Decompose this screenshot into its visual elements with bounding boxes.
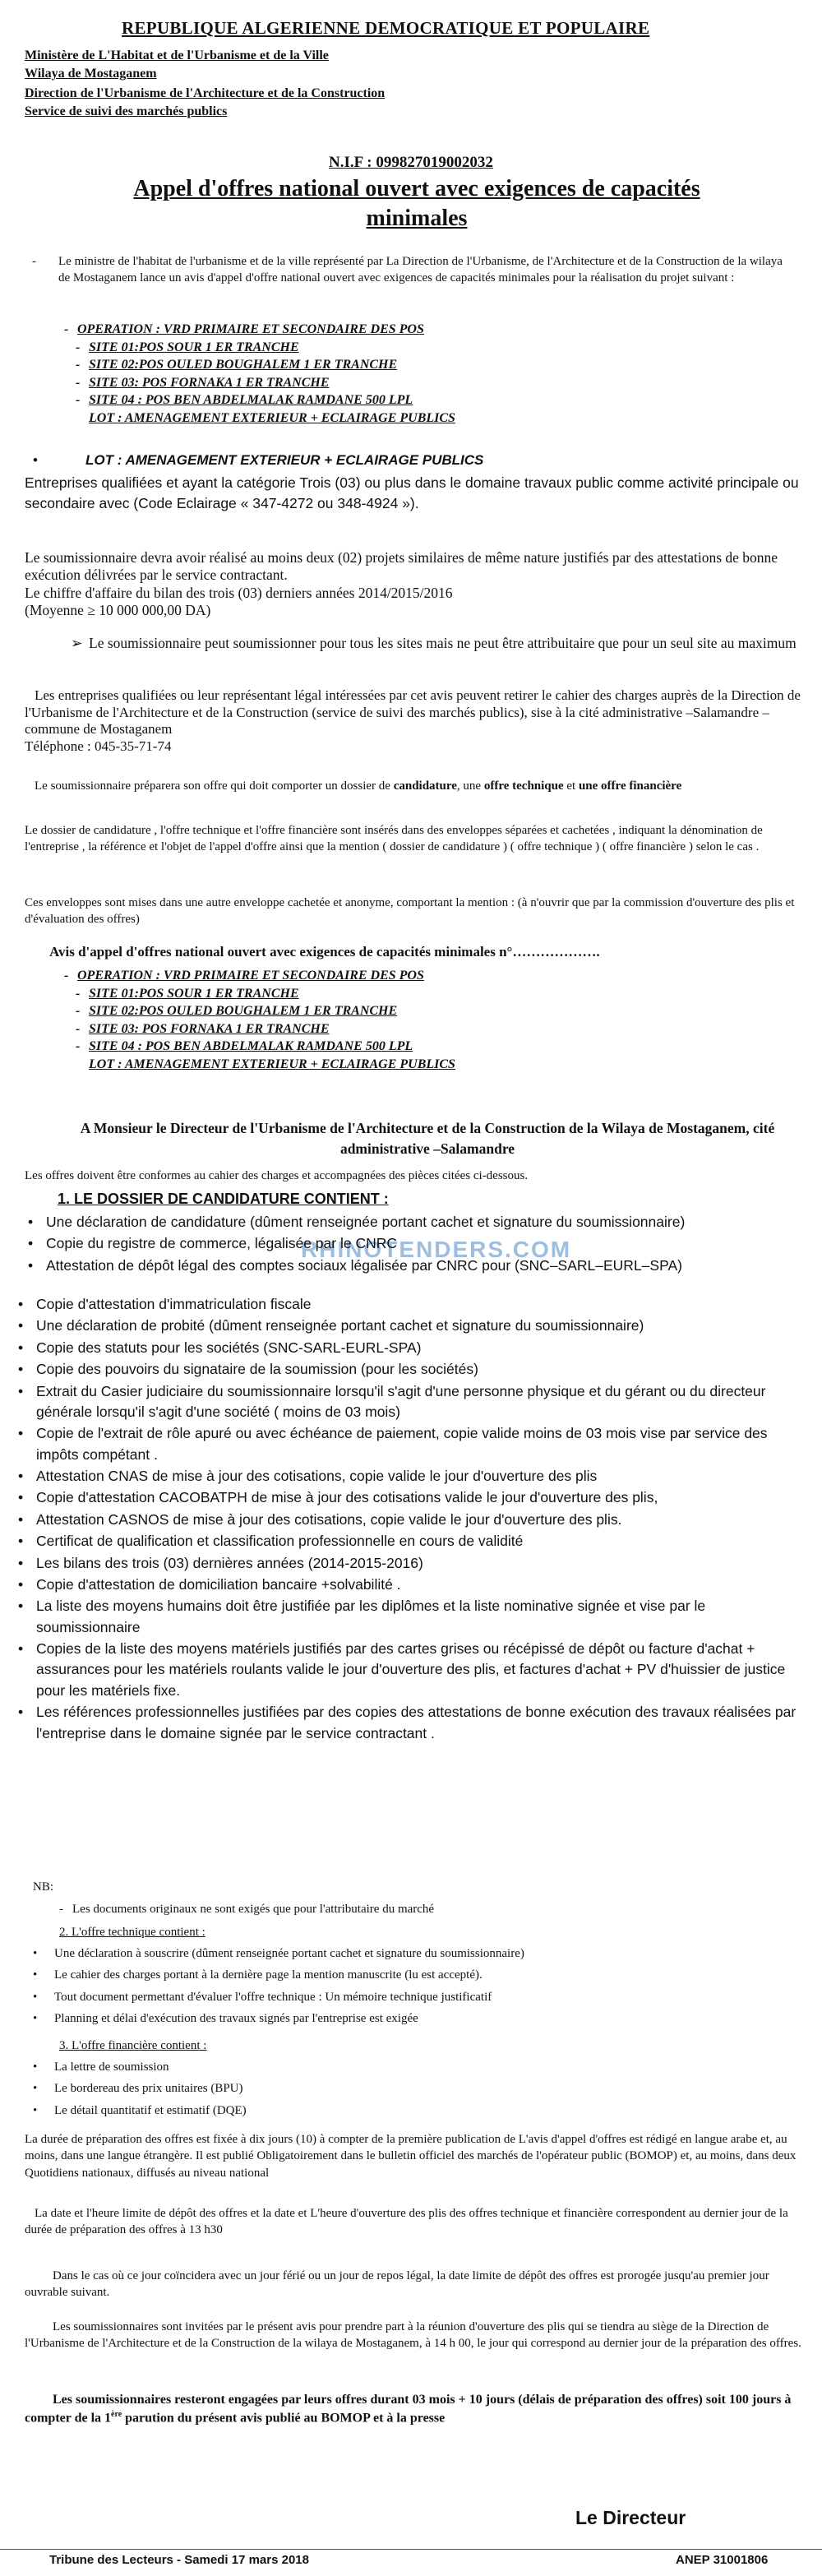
invitation-paragraph <box>25 2319 806 2352</box>
candidature-item-6: Copie de l'extrait de rôle apuré ou avec échéance de paiement, copie valide moins de 03 mois vise par service des impôts compétant . <box>36 1425 768 1463</box>
financial-list: • La lettre de soumission • Le bordereau des prix unitaires (BPU) • Le détail quantitatif et estimatif (DQE) <box>33 2060 247 2117</box>
footer-divider <box>0 2549 822 2550</box>
prepare-paragraph <box>25 778 806 794</box>
site2-4: SITE 04 : POS BEN ABDELMALAK RAMDANE 500 LPL <box>89 1039 413 1054</box>
holiday-paragraph <box>25 2268 806 2301</box>
requirement-similar-projects: Le soumissionnaire devra avoir réalisé au moins deux (02) projets similaires de même nature justifiés par des attestations de bonne exécution délivrées par le service contractant. <box>25 549 778 584</box>
withdraw-text: Les entreprises qualifiées ou leur représentant légal intéressées par cet avis peuvent retirer le cahier des charges auprès de la Direction de l'Urbanisme de l'Architecture et de la Construction (service de suivi des marchés publics), sise à la cité administrative –Salamandre –commune de Mostaganem <box>25 687 801 738</box>
candidature-item-9: Attestation CASNOS de mise à jour des cotisations, copie valide le jour d'ouverture des plis. <box>36 1510 622 1528</box>
financial-item-3: Le détail quantitatif et estimatif (DQE) <box>54 2103 247 2117</box>
intro-paragraph: - Le ministre de l'habitat de l'urbanisme et de la ville représenté par La Direction de l'Urbanisme, de l'Architecture et de la Construction de la wilaya de Mostaganem lance un avis d'appel d'offre national ouvert avec exigences de capacités minimales pour la réalisation du projet suivant : <box>32 255 783 285</box>
prepare-text-a: Le soumissionnaire préparera son offre qui doit comporter un dossier de <box>35 779 394 793</box>
nif-number: N.I.F : 09982701900203​2 <box>329 154 493 171</box>
candidature-item-15: Les références professionnelles justifiées par des copies des attestations de bonne exécution des travaux réalisées par l'entreprise dans le domaine signée par le service contractant . <box>36 1704 797 1741</box>
candidature-item-13: La liste des moyens humains doit être justifiée par les diplômes et la liste nominative signée et vise par le soumissionnaire <box>36 1598 706 1635</box>
requirement-turnover: Le chiffre d'affaire du bilan des trois (03) derniers années 2014/2015/2016 <box>25 584 453 601</box>
engagement-text-b: parution du présent avis publié au BOMOP et à la presse <box>122 2410 446 2425</box>
outer-envelope-paragraph: Ces enveloppes sont mises dans une autre enveloppe cachetée et anonyme, comportant la mention : (à n'ouvrir que par la commission d'ouverture des plis et d'évaluation des offres) <box>25 896 795 927</box>
candidature-item-3: Copie des statuts pour les sociétés (SNC-SARL-EURL-SPA) <box>36 1339 422 1356</box>
engagement-sup: ère <box>111 2409 122 2419</box>
notice-title: Appel d'offres national ouvert avec exigences de capacités minimales <box>133 176 700 232</box>
candidature-item-top-3: Attestation de dépôt légal des comptes sociaux légalisée par CNRC pour (SNC–SARL–EURL–SPA) <box>46 1256 682 1274</box>
signature-director: Le Directeur <box>575 2507 686 2528</box>
arrow-note-text: Le soumissionnaire peut soumissionner pour tous les sites mais ne peut être attribuitaire que pour un seul site au maximum <box>89 635 797 651</box>
footer-publication: Tribune des Lecteurs - Samedi 17 mars 2018 <box>49 2553 309 2567</box>
candidature-item-2: Une déclaration de probité (dûment renseignée portant cachet et signature du soumissionnaire) <box>36 1317 644 1334</box>
financial-item-1: La lettre de soumission <box>54 2060 169 2074</box>
duration-paragraph: La durée de préparation des offres est fixée à dix jours (10) à compter de la première publication de L'avis d'appel d'offres est rédigé en langue arabe et, au moins, dans une langue étrangère. Il est publié Obligatoirement dans le bulletin officiel des marchés de l'opérateur public (BOMOP) et, au moins, dans deux Quotidiens nationaux, diffusés au niveau national <box>25 2133 797 2180</box>
intro-text: Le ministre de l'habitat de l'urbanisme et de la ville représenté par La Direction de l'Urbanisme, de l'Architecture et de la Construction de la wilaya de Mostaganem lance un avis d'appel d'offre national ouvert avec exigences de capacités minimales pour la réalisation du projet suivant : <box>58 255 783 285</box>
footer-anep-ref: ANEP 31001806 <box>676 2553 769 2567</box>
site2-3: SITE 03: POS FORNAKA 1 ER TRANCHE <box>89 1021 330 1036</box>
candidature-item-7: Attestation CNAS de mise à jour des cotisations, copie valide le jour d'ouverture des plis <box>36 1468 598 1484</box>
technical-item-2: Le cahier des charges portant à la dernière page la mention manuscrite (lu est accepté). <box>54 1968 483 1982</box>
technical-item-4: Planning et délai d'exécution des travaux signés par l'entreprise est exigée <box>54 2011 418 2025</box>
prepare-candidature: candidature <box>393 779 457 793</box>
requirement-average: (Moyenne ≥ 10 000 000,00 DA) <box>25 602 211 619</box>
site-2: SITE 02:POS OULED BOUGHALEM 1 ER TRANCHE <box>89 358 398 372</box>
candidature-item-1: Copie d'attestation d'immatriculation fiscale <box>36 1296 312 1312</box>
nb-label: NB: <box>33 1880 54 1894</box>
candidature-item-14: Copies de la liste des moyens matériels justifiés par des cartes grises ou récépissé de dépôt ou facture d'achat + assurances pour les matériels roulants valide le jour d'ouverture des plis, et factures d'achat + PV d'huissier de justice pour les matériels fixe. <box>36 1640 786 1699</box>
section-candidature-heading: 1. LE DOSSIER DE CANDIDATURE CONTIENT : <box>58 1191 389 1207</box>
candidature-list: • Copie d'attestation d'immatriculation fiscale • Une déclaration de probité (dûment renseignée portant cachet et signature du soumissionnaire) • Copie des statuts pour les sociétés (SNC-SARL-EURL-SPA) • Copie des pouvoirs du signataire de la soumission (pour les sociétés) • Extrait du Casier judiciaire du soumissionnaire lorsqu'il s'agit d'une personne physique et du gérant ou du directeur générale lorsqu'il s'agit d'une société ( moins de 03 mois) • Copie de l'extrait de rôle apuré ou avec échéance de paiement, copie valide moins de 03 mois vise par service des impôts compétant . • Attestation CNAS de mise à jour des cotisations, copie valide le jour d'ouverture des plis • Copie d'attestation CACOBATPH de mise à jour des cotisations valide le jour d'ouverture des plis, • Attestation CASNOS de mise à jour des cotisations, copie valide le jour d'ouverture des plis. • Certificat de qualification et classification professionnelle en cours de validité • Les bilans des trois (03) dernières années (2014-2015-2016) • Copie d'attestation de domiciliation bancaire +solvabilité . • La liste des moyens humains doit être justifiée par les diplômes et la liste nominative signée et vise par le soumissionnaire • Copies de la liste des moyens matériels justifiés par des cartes grises ou récépissé de dépôt ou facture d'achat + assurances pour les matériels roulants valide le jour d'ouverture des plis, et factures d'achat + PV d'huissier de justice pour les matériels fixe. • Les références professionnelles justifiées par des copies des attestations de bonne exécution des travaux réalisées par l'entreprise dans le domaine signée par le service contractant . <box>18 1296 797 1741</box>
avis-line: Avis d'appel d'offres national ouvert avec exigences de capacités minimales n°………………. <box>49 944 600 960</box>
candidature-item-8: Copie d'attestation CACOBATPH de mise à jour des cotisations valide le jour d'ouverture des plis, <box>36 1489 658 1506</box>
technical-item-3: Tout document permettant d'évaluer l'offre technique : Un mémoire technique justificatif <box>54 1990 492 2004</box>
operation-label: OPERATION : VRD PRIMAIRE ET SECONDAIRE DES POS <box>77 322 424 336</box>
nb-note: - Les documents originaux ne sont exigés que pour l'attributaire du marché <box>59 1903 435 1916</box>
prepare-technical: offre technique <box>483 779 564 793</box>
nb-note-text: Les documents originaux ne sont exigés que pour l'attributaire du marché <box>72 1903 435 1916</box>
requirements-block <box>25 549 801 619</box>
site2-2: SITE 02:POS OULED BOUGHALEM 1 ER TRANCHE <box>89 1004 398 1019</box>
technical-item-1: Une déclaration à souscrire (dûment renseignée portant cachet et signature du soumissionnaire) <box>54 1947 524 1960</box>
lot-label: LOT : AMENAGEMENT EXTERIEUR + ECLAIRAGE PUBLICS <box>89 410 455 425</box>
candidature-list-top: • Une déclaration de candidature (dûment renseignée portant cachet et signature du soumissionnaire) • Copie du registre de commerce, légalisée par le CNRC • Attestation de dépôt légal des comptes sociaux légalisée par CNRC pour (SNC–SARL–EURL–SPA) <box>28 1214 686 1274</box>
service-line: Service de suivi des marchés publics <box>25 104 228 118</box>
engagement-paragraph <box>25 2391 806 2427</box>
operation-block-2: - OPERATION : VRD PRIMAIRE ET SECONDAIRE DES POS - SITE 01:POS SOUR 1 ER TRANCHE - SITE 02:POS OULED BOUGHALEM 1 ER TRANCHE - SITE 03: POS FORNAKA 1 ER TRANCHE - SITE 04 : POS BEN ABDELMALAK RAMDANE 500 LPL LOT : AMENAGEMENT EXTERIEUR + ECLAIRAGE PUBLICS <box>64 969 455 1071</box>
candidature-item-11: Les bilans des trois (03) dernières années (2014-2015-2016) <box>36 1554 423 1571</box>
direction-line: Direction de l'Urbanisme de l'Architecture et de la Construction <box>25 86 386 100</box>
section-financial-heading: 3. L'offre financière contient : <box>59 2039 207 2052</box>
watermark: RHINOTENDERS.COM <box>301 1237 572 1262</box>
phone-line: Téléphone : 045-35-71-74 <box>25 738 172 755</box>
engagement-text-a: Les soumissionnaires resteront engagées par leurs offres durant 03 mois + 10 jours (délais de préparation des offres) soit 100 jours à compter de la 1 <box>25 2393 792 2425</box>
prepare-text-e: et <box>563 779 579 793</box>
financial-item-2: Le bordereau des prix unitaires (BPU) <box>54 2082 243 2096</box>
conformity-line: Les offres doivent être conformes au cahier des charges et accompagnées des pièces citées ci-dessous. <box>25 1169 529 1182</box>
lot-bullet-text: LOT : AMENAGEMENT EXTERIEUR + ECLAIRAGE PUBLICS <box>85 452 484 468</box>
republic-heading: REPUBLIQUE ALGERIENNE DEMOCRATIQUE ET POPULAIRE <box>122 18 650 38</box>
holiday-text: Dans le cas où ce jour coïncidera avec un jour férié ou un jour de repos légal, la date limite de dépôt des offres est prorogée jusqu'au premier jour ouvrable suivant. <box>25 2269 769 2300</box>
site-4: SITE 04 : POS BEN ABDELMALAK RAMDANE 500 LPL <box>89 393 413 408</box>
operation-block: - OPERATION : VRD PRIMAIRE ET SECONDAIRE DES POS - SITE 01:POS SOUR 1 ER TRANCHE - SITE 02:POS OULED BOUGHALEM 1 ER TRANCHE - SITE 03: POS FORNAKA 1 ER TRANCHE - SITE 04 : POS BEN ABDELMALAK RAMDANE 500 LPL LOT : AMENAGEMENT EXTERIEUR + ECLAIRAGE PUBLICS <box>64 322 455 425</box>
candidature-item-top-2: Copie du registre de commerce, légalisée par le CNRC <box>46 1235 397 1252</box>
withdraw-paragraph <box>25 687 806 756</box>
candidature-item-top-1: Une déclaration de candidature (dûment renseignée portant cachet et signature du soumissionnaire) <box>46 1214 686 1230</box>
prepare-text-c: , une <box>456 779 484 793</box>
site-3: SITE 03: POS FORNAKA 1 ER TRANCHE <box>89 375 330 390</box>
prepare-financial: une offre financière <box>578 779 682 793</box>
addressee: A Monsieur le Directeur de l'Urbanisme de l'Architecture et de la Construction de la Wilaya de Mostaganem, cité administrative –Salamandre <box>80 1120 775 1157</box>
eligibility-paragraph: Entreprises qualifiées et ayant la catégorie Trois (03) ou plus dans le domaine travaux public comme activité principale ou secondaire avec (Code Eclairage « 347-4272 ou 348-4924 »). <box>25 474 799 511</box>
site-1: SITE 01:POS SOUR 1 ER TRANCHE <box>89 340 299 354</box>
candidature-item-5: Extrait du Casier judiciaire du soumissionnaire lorsqu'il s'agit d'une personne physique et du gérant ou du directeur générale lorsqu'il s'agit d'une société ( moins de 03 mois) <box>36 1382 766 1420</box>
envelopes-paragraph: Le dossier de candidature , l'offre technique et l'offre financière sont insérés dans des enveloppes séparées et cachetées , indiquant la dénomination de l'entreprise , la référence et l'objet de l'appel d'offre ainsi que la mention ( dossier de candidature ) ( offre technique ) ( offre financière ) selon le cas . <box>25 824 763 854</box>
lot-bullet: • LOT : AMENAGEMENT EXTERIEUR + ECLAIRAGE PUBLICS <box>33 452 484 468</box>
operation2-label: OPERATION : VRD PRIMAIRE ET SECONDAIRE DES POS <box>77 969 424 983</box>
arrow-note: ➢ Le soumissionnaire peut soumissionner pour tous les sites mais ne peut être attribuitaire que pour un seul site au maximum <box>71 635 797 651</box>
invitation-text: Les soumissionnaires sont invitées par le présent avis pour prendre part à la réunion d'ouverture des plis qui se tiendra au siège de la Direction de l'Urbanisme de l'Architecture et de la Construction de la wilaya de Mostaganem, à 14 h 00, le jour qui correspond au dernier jour de la préparation des offres. <box>25 2320 801 2351</box>
candidature-item-10: Certificat de qualification et classification professionnelle en cours de validité <box>36 1533 524 1550</box>
site2-1: SITE 01:POS SOUR 1 ER TRANCHE <box>89 986 299 1001</box>
deadline-paragraph <box>25 2205 806 2239</box>
technical-list: • Une déclaration à souscrire (dûment renseignée portant cachet et signature du soumissionnaire) • Le cahier des charges portant à la dernière page la mention manuscrite (lu est accepté). • Tout document permettant d'évaluer l'offre technique : Un mémoire technique justificatif • Planning et délai d'exécution des travaux signés par l'entreprise est exigée <box>33 1947 524 2025</box>
candidature-item-4: Copie des pouvoirs du signataire de la soumission (pour les sociétés) <box>36 1361 478 1378</box>
candidature-item-12: Copie d'attestation de domiciliation bancaire +solvabilité . <box>36 1575 401 1593</box>
ministry-line: Ministère de L'Habitat et de l'Urbanisme et de la Ville <box>25 49 329 62</box>
wilaya-line: Wilaya de Mostaganem <box>25 67 157 81</box>
section-technical-heading: 2. L'offre technique contient : <box>59 1926 206 1939</box>
deadline-text: La date et l'heure limite de dépôt des offres et la date et L'heure d'ouverture des plis des offres technique et financière correspondent au dernier jour de la durée de préparation des offres à 13 h30 <box>25 2207 788 2237</box>
lot2-label: LOT : AMENAGEMENT EXTERIEUR + ECLAIRAGE PUBLICS <box>89 1057 455 1071</box>
